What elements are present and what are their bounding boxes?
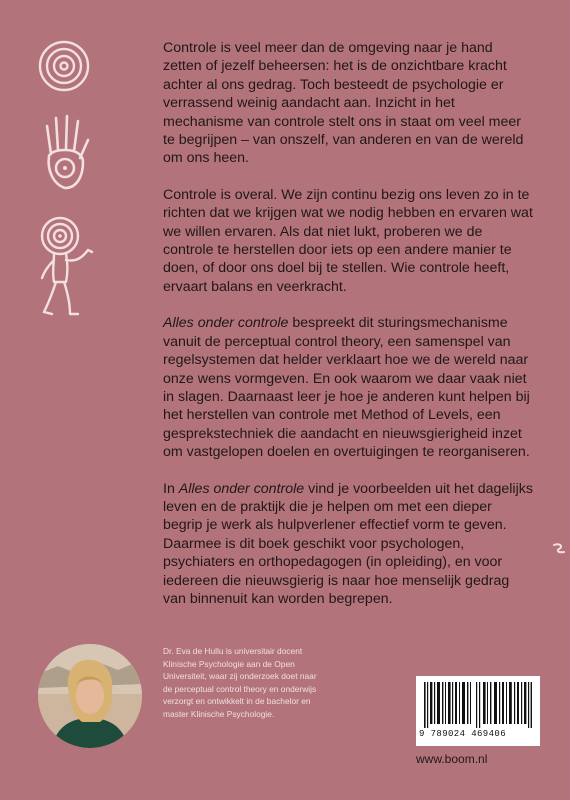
spiral-icon xyxy=(36,38,92,94)
blurb-paragraph-4-prefix: In xyxy=(163,480,179,497)
isbn-number: 9 789024 469406 xyxy=(419,729,507,739)
author-bio: Dr. Eva de Hullu is universitair docent Klinische Psychologie aan de Open Universiteit, waar zij onderzoek doet naar de perceptual control theory en onderwijs verzorgt en ontwikkelt in de bachelor en master Klinische Psychologie. xyxy=(163,646,317,719)
barcode xyxy=(416,676,540,746)
decorative-squiggle-icon xyxy=(551,540,567,556)
blurb xyxy=(163,39,533,626)
blurb-paragraph-4-text: vind je voorbeelden uit het dagelijks leven en de praktijk die je helpen om met een dieper begrip je werk als hulpverlener effectief vorm te geven. Daarmee is dit boek geschikt voor psychologen, psychiaters en orthopedagogen (in opleiding), en voor iedereen die nieuwsgierig is naar hoe menselijk gedrag van binnenuit kan worden begrepen. xyxy=(163,480,533,607)
author-photo xyxy=(38,644,142,748)
hand-icon xyxy=(39,114,91,192)
blurb-paragraph-2: Controle is overal. We zijn continu bezig ons leven zo in te richten dat we krijgen wat we nodig hebben en ervaren wat we willen ervaren. Als dat niet lukt, proberen we de controle te herstellen door iets op een andere manier te doen, of door ons doel bij te stellen. Wie controle heeft, ervaart balans en veerkracht. xyxy=(163,186,533,295)
blurb-paragraph-1: Controle is veel meer dan de omgeving naar je hand zetten of jezelf beheersen: het is de onzichtbare kracht achter al ons gedrag. Toch besteedt de psychologie er verrassend weinig aandacht aan. Inzicht in het mechanisme van controle stelt ons in staat om veel meer te begrijpen – van onszelf, van anderen en van de wereld om ons heen. xyxy=(163,40,524,167)
publisher-url: www.boom.nl xyxy=(416,752,488,766)
blurb-paragraph-3 xyxy=(163,314,533,461)
figure-icon xyxy=(36,216,98,320)
book-title-italic: Alles onder controle xyxy=(178,480,305,497)
blurb-paragraph-4 xyxy=(163,480,533,609)
barcode-bars-icon xyxy=(424,682,532,728)
author-portrait-icon xyxy=(38,644,142,748)
blurb-paragraph-3-text: bespreekt dit sturingsmechanisme vanuit de perceptual control theory, een samenspel van regelsystemen dat helder verklaart hoe we de wereld naar onze wens vormgeven. En ook waarom we daar vaak niet in slagen. Daarnaast leer je hoe je anderen kunt helpen bij het herstellen van controle met Method of Levels, een gesprekstechniek die aandacht en nieuwsgierigheid inzet om vastgelopen doelen en overtuigingen te reorganiseren. xyxy=(163,315,530,461)
book-title-italic: Alles onder controle xyxy=(163,315,289,332)
